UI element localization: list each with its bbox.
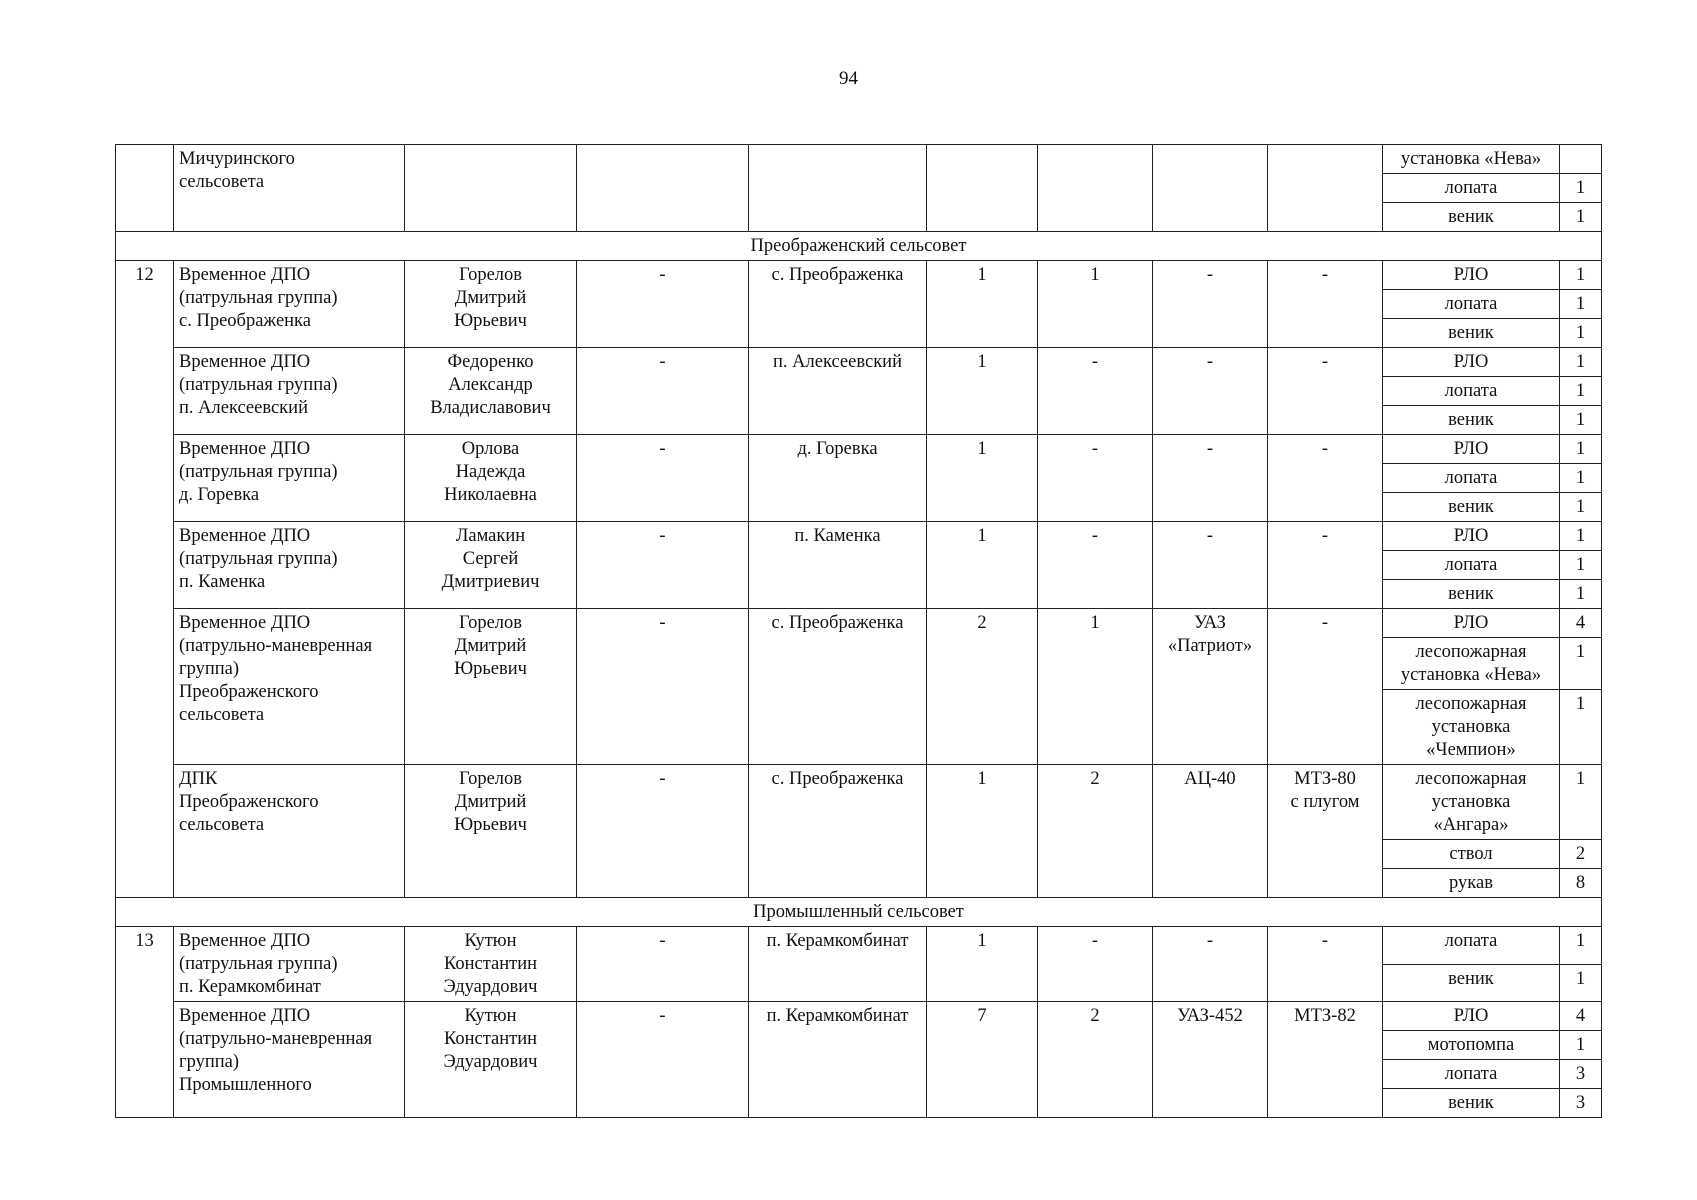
equipment-qty: 1: [1560, 406, 1602, 435]
head-name-cell: Кутюн Константин Эдуардович: [405, 1002, 577, 1118]
column-5-cell: 1: [927, 435, 1038, 522]
equipment-name: лопата: [1383, 927, 1560, 965]
column-3-cell: -: [577, 927, 749, 1002]
column-6-cell: -: [1038, 435, 1153, 522]
table-row: [116, 522, 1602, 551]
location-cell: п. Каменка: [749, 522, 927, 609]
equipment-name: РЛО: [1383, 261, 1560, 290]
num-cell: [116, 145, 174, 232]
equipment-qty: 1: [1560, 493, 1602, 522]
equipment-name: РЛО: [1383, 1002, 1560, 1031]
equipment-qty: 1: [1560, 464, 1602, 493]
vehicle-cell: АЦ-40: [1153, 765, 1268, 898]
tractor-cell: МТЗ-80 с плугом: [1268, 765, 1383, 898]
equipment-qty: 2: [1560, 840, 1602, 869]
table-row: [116, 927, 1602, 965]
equipment-name: веник: [1383, 580, 1560, 609]
location-cell: д. Горевка: [749, 435, 927, 522]
head-name-cell: Горелов Дмитрий Юрьевич: [405, 609, 577, 765]
vehicle-cell: -: [1153, 261, 1268, 348]
equipment-qty: 1: [1560, 580, 1602, 609]
equipment-name: РЛО: [1383, 348, 1560, 377]
head-name-cell: Федоренко Александр Владиславович: [405, 348, 577, 435]
equipment-qty: 8: [1560, 869, 1602, 898]
equipment-qty: 3: [1560, 1060, 1602, 1089]
equipment-qty: 4: [1560, 1002, 1602, 1031]
org-cell: Временное ДПО (патрульная группа) п. Каменка: [174, 522, 405, 609]
equipment-name: РЛО: [1383, 435, 1560, 464]
column-3-cell: -: [577, 765, 749, 898]
section-title: Промышленный сельсовет: [116, 898, 1602, 927]
column-3-cell: -: [577, 1002, 749, 1118]
column-3-cell: -: [577, 522, 749, 609]
equipment-qty: 1: [1560, 290, 1602, 319]
equipment-qty: 1: [1560, 690, 1602, 765]
org-cell: Временное ДПО (патрульная группа) с. Преображенка: [174, 261, 405, 348]
equipment-name: лопата: [1383, 174, 1560, 203]
column-6-cell: -: [1038, 348, 1153, 435]
tractor-cell: МТЗ-82: [1268, 1002, 1383, 1118]
equipment-name: веник: [1383, 203, 1560, 232]
equipment-qty: 1: [1560, 435, 1602, 464]
column-5-cell: 1: [927, 522, 1038, 609]
equipment-qty: 1: [1560, 261, 1602, 290]
table-row: [116, 765, 1602, 840]
equipment-qty: [1560, 145, 1602, 174]
org-cell: Мичуринского сельсовета: [174, 145, 405, 232]
equipment-name: лесопожарная установка «Нева»: [1383, 638, 1560, 690]
table-row: [116, 435, 1602, 464]
table-row: [116, 145, 1602, 174]
column-6-cell: -: [1038, 927, 1153, 1002]
location-cell: п. Керамкомбинат: [749, 927, 927, 1002]
tractor-cell: -: [1268, 522, 1383, 609]
column-5-cell: 1: [927, 348, 1038, 435]
equipment-name: веник: [1383, 493, 1560, 522]
row-number: 13: [116, 927, 174, 1118]
column-5-cell: 1: [927, 261, 1038, 348]
location-cell: с. Преображенка: [749, 765, 927, 898]
location-cell: п. Керамкомбинат: [749, 1002, 927, 1118]
row-number: 12: [116, 261, 174, 898]
equipment-name: веник: [1383, 319, 1560, 348]
column-6-cell: -: [1038, 522, 1153, 609]
equipment-name: лопата: [1383, 464, 1560, 493]
vehicle-cell: -: [1153, 435, 1268, 522]
vehicle-cell: -: [1153, 927, 1268, 1002]
location-cell: с. Преображенка: [749, 261, 927, 348]
equipment-qty: 1: [1560, 348, 1602, 377]
column-6-cell: 2: [1038, 1002, 1153, 1118]
equipment-name: мотопомпа: [1383, 1031, 1560, 1060]
equipment-qty: 1: [1560, 964, 1602, 1002]
equipment-name: лопата: [1383, 290, 1560, 319]
equipment-qty: 1: [1560, 765, 1602, 840]
table-row: [116, 1002, 1602, 1031]
location-cell: с. Преображенка: [749, 609, 927, 765]
head-name-cell: Горелов Дмитрий Юрьевич: [405, 765, 577, 898]
equipment-name: рукав: [1383, 869, 1560, 898]
equipment-name: веник: [1383, 1089, 1560, 1118]
equipment-name: веник: [1383, 406, 1560, 435]
equipment-qty: 4: [1560, 609, 1602, 638]
section-title: Преображенский сельсовет: [116, 232, 1602, 261]
head-name-cell: Ламакин Сергей Дмитриевич: [405, 522, 577, 609]
vehicle-cell: -: [1153, 348, 1268, 435]
column-6-cell: 2: [1038, 765, 1153, 898]
sections-body: [116, 232, 1602, 1118]
equipment-qty: 1: [1560, 319, 1602, 348]
equipment-name: установка «Нева»: [1383, 145, 1560, 174]
page-number: 94: [839, 68, 858, 89]
head-name-cell: Горелов Дмитрий Юрьевич: [405, 261, 577, 348]
equipment-name: РЛО: [1383, 522, 1560, 551]
equipment-qty: 1: [1560, 551, 1602, 580]
head-name-cell: Орлова Надежда Николаевна: [405, 435, 577, 522]
equipment-qty: 1: [1560, 377, 1602, 406]
forces-table: [115, 144, 1602, 1118]
equipment-qty: 1: [1560, 927, 1602, 965]
org-cell: Временное ДПО (патрульная группа) п. Керамкомбинат: [174, 927, 405, 1002]
table-row: [116, 609, 1602, 638]
equipment-qty: 1: [1560, 522, 1602, 551]
equipment-name: лопата: [1383, 1060, 1560, 1089]
org-cell: Временное ДПО (патрульно-маневренная группа) Промышленного: [174, 1002, 405, 1118]
equipment-qty: 1: [1560, 203, 1602, 232]
equipment-name: лесопожарная установка «Чемпион»: [1383, 690, 1560, 765]
tractor-cell: -: [1268, 609, 1383, 765]
equipment-name: веник: [1383, 964, 1560, 1002]
column-3-cell: -: [577, 261, 749, 348]
tractor-cell: -: [1268, 927, 1383, 1002]
equipment-name: лесопожарная установка «Ангара»: [1383, 765, 1560, 840]
column-5-cell: 2: [927, 609, 1038, 765]
column-5-cell: 1: [927, 765, 1038, 898]
equipment-qty: 3: [1560, 1089, 1602, 1118]
vehicle-cell: УАЗ «Патриот»: [1153, 609, 1268, 765]
equipment-qty: 1: [1560, 174, 1602, 203]
section-header-row: [116, 898, 1602, 927]
equipment-qty: 1: [1560, 638, 1602, 690]
equipment-name: лопата: [1383, 377, 1560, 406]
org-cell: Временное ДПО (патрульная группа) д. Горевка: [174, 435, 405, 522]
column-3-cell: -: [577, 609, 749, 765]
head-name-cell: Кутюн Константин Эдуардович: [405, 927, 577, 1002]
column-5-cell: 1: [927, 927, 1038, 1002]
org-cell: Временное ДПО (патрульно-маневренная группа) Преображенского сельсовета: [174, 609, 405, 765]
tractor-cell: -: [1268, 348, 1383, 435]
tractor-cell: -: [1268, 435, 1383, 522]
org-cell: Временное ДПО (патрульная группа) п. Алексеевский: [174, 348, 405, 435]
location-cell: п. Алексеевский: [749, 348, 927, 435]
equipment-name: лопата: [1383, 551, 1560, 580]
section-header-row: [116, 232, 1602, 261]
column-6-cell: 1: [1038, 261, 1153, 348]
column-5-cell: 7: [927, 1002, 1038, 1118]
table-row: [116, 348, 1602, 377]
column-6-cell: 1: [1038, 609, 1153, 765]
equipment-name: ствол: [1383, 840, 1560, 869]
equipment-name: РЛО: [1383, 609, 1560, 638]
table-row: [116, 261, 1602, 290]
org-cell: ДПК Преображенского сельсовета: [174, 765, 405, 898]
vehicle-cell: УАЗ-452: [1153, 1002, 1268, 1118]
equipment-qty: 1: [1560, 1031, 1602, 1060]
tractor-cell: -: [1268, 261, 1383, 348]
column-3-cell: -: [577, 348, 749, 435]
vehicle-cell: -: [1153, 522, 1268, 609]
column-3-cell: -: [577, 435, 749, 522]
